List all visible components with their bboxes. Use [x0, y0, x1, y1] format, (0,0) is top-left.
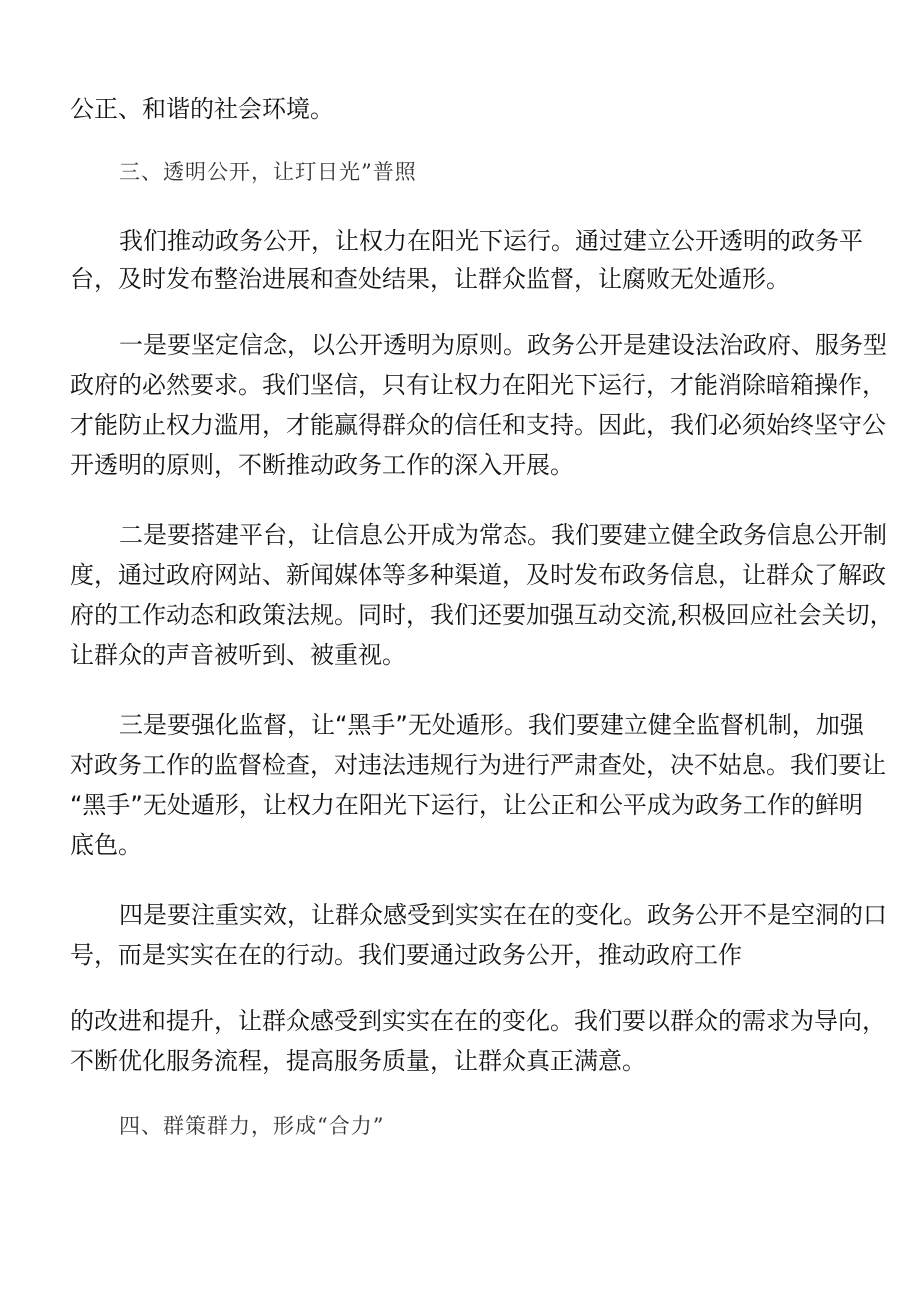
- body-text-line: 公正、和谐的社会环境。: [70, 95, 334, 123]
- body-text-line: 底色。: [70, 831, 142, 859]
- body-text-line: 我们推动政务公开，让权力在阳光下运行。通过建立公开透明的政务平: [119, 227, 863, 255]
- body-text-line: 政府的必然要求。我们坚信，只有让权力在阳光下运行，才能消除暗箱操作，: [70, 371, 886, 399]
- body-text-line: 才能防止权力滥用，才能赢得群众的信任和支持。因此，我们必须始终坚守公: [70, 411, 886, 439]
- body-text-line: 三是要强化监督，让“黑手”无处遁形。我们要建立健全监督机制，加强: [119, 711, 864, 739]
- body-text-line: 对政务工作的监督检查，对违法违规行为进行严肃查处，决不姑息。我们要让: [70, 751, 886, 779]
- body-text-line: 台，及时发布整治进展和查处结果，让群众监督，让腐败无处遁形。: [70, 265, 790, 293]
- body-text-line: 开透明的原则，不断推动政务工作的深入开展。: [70, 451, 574, 479]
- body-text-line: 一是要坚定信念，以公开透明为原则。政务公开是建设法治政府、服务型: [119, 331, 887, 359]
- body-text-line: 的改进和提升，让群众感受到实实在在的变化。我们要以群众的需求为导向，: [70, 1007, 886, 1035]
- body-text-line: “黑手”无处遁形，让权力在阳光下运行，让公正和公平成为政务工作的鲜明: [70, 791, 863, 819]
- body-text-line: 让群众的声音被听到、被重视。: [70, 641, 406, 669]
- body-text-line: 不断优化服务流程，提高服务质量，让群众真正满意。: [70, 1047, 646, 1075]
- body-text-line: 号，而是实实在在的行动。我们要通过政务公开，推动政府工作: [70, 941, 742, 969]
- section-heading-3: 三、透明公开，让玎日光”普照: [119, 160, 417, 184]
- body-text-line: 府的工作动态和政策法规。同时，我们还要加强互动交流,积极回应社会关切，: [70, 601, 894, 629]
- body-text-line: 度，通过政府网站、新闻媒体等多种渠道，及时发布政务信息，让群众了解政: [70, 561, 886, 589]
- body-text-line: 二是要搭建平台，让信息公开成为常态。我们要建立健全政务信息公开制: [119, 521, 887, 549]
- body-text-line: 四是要注重实效，让群众感受到实实在在的变化。政务公开不是空洞的口: [119, 901, 887, 929]
- section-heading-4: 四、群策群力，形成“合力”: [119, 1114, 385, 1138]
